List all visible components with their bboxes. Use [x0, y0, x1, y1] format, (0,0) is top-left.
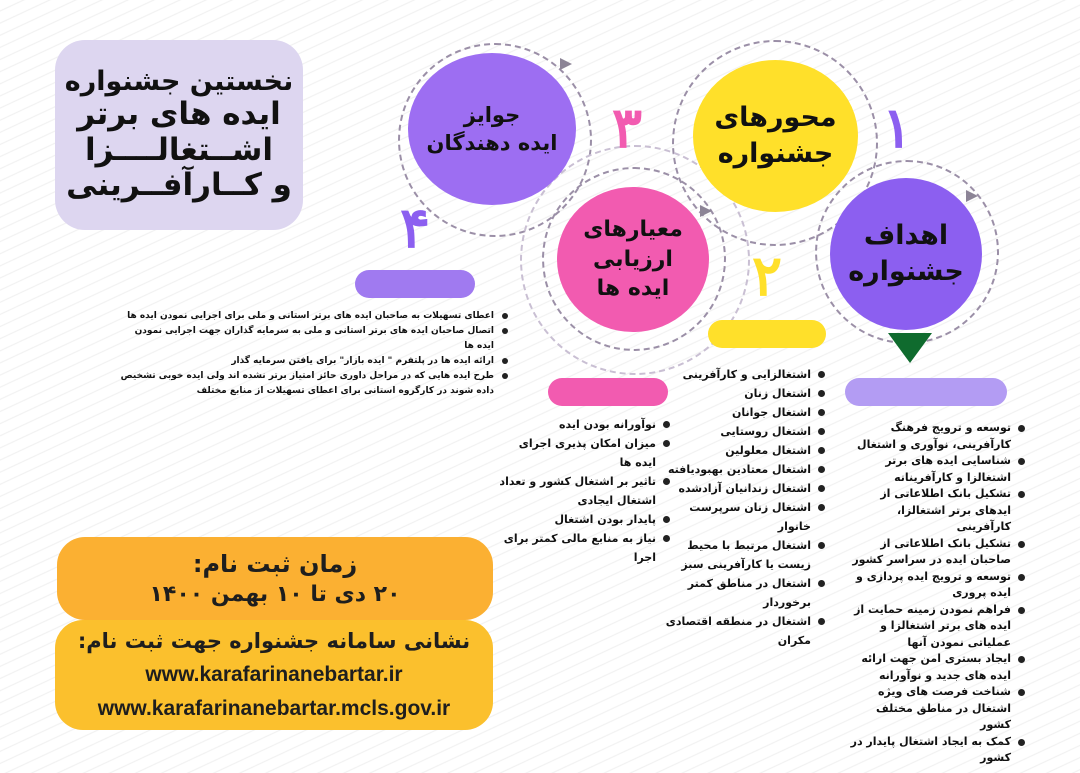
list-item: اشتغال زنان سرپرست خانوار: [665, 498, 825, 536]
prizes-pill: [355, 270, 475, 298]
website-link-2[interactable]: www.karafarinanebartar.mcls.gov.ir: [97, 697, 451, 720]
registration-time-box: [57, 537, 493, 620]
step-2-number: ۲: [752, 243, 783, 309]
list-item: اشتغال در منطقه اقتصادی مکران: [665, 612, 825, 650]
list-item: اعطای تسهیلات به صاحبان ایده های برتر استانی و ملی برای اجرایی نمودن ایده ها: [118, 309, 508, 324]
registration-heading: زمان ثبت نام:: [192, 550, 358, 578]
list-item: ارائه ایده ها در پلتفرم " ایده بازار" برای یافتن سرمایه گذار: [118, 354, 508, 369]
list-item: فراهم نمودن زمینه حمایت از ایده های برتر اشتغالزا و عملیاتی نمودن آنها: [845, 602, 1025, 652]
step-4-line-2: ایده دهندگان: [426, 131, 558, 155]
registration-dates: ۲۰ دی تا ۱۰ بهمن ۱۴۰۰: [149, 582, 401, 607]
criteria-pill: [548, 378, 668, 406]
website-box: [55, 620, 493, 730]
list-item: اشتغال زنان: [665, 384, 825, 403]
list-item: توسعه و ترویج ایده پردازی و ایده پروری: [845, 569, 1025, 602]
list-item: میزان امکان پذیری اجرای ایده ها: [495, 434, 670, 472]
list-item: شناخت فرصت های ویژه اشتغال در مناطق مختلف کشور: [845, 684, 1025, 734]
list-item: اشتغال جوانان: [665, 403, 825, 422]
ring-arrow-icon: [966, 190, 978, 202]
list-item: کمک به ایجاد اشتغال پایدار در کشور: [845, 734, 1025, 767]
step-1-goals-circle: [830, 178, 982, 330]
list-item: اشتغال معلولین: [665, 441, 825, 460]
title-line-2: ایده های برتر: [77, 96, 281, 133]
list-item: اشتغال روستایی: [665, 422, 825, 441]
ring-arrow-icon: [560, 58, 572, 70]
list-item: ایجاد بستری امن جهت ارائه ایده های جدید و نوآورانه: [845, 651, 1025, 684]
list-item: تشکیل بانک اطلاعاتی از ایدهای برتر اشتغالزا، کارآفرینی: [845, 486, 1025, 536]
festival-title-box: [55, 40, 303, 230]
list-item: توسعه و ترویج فرهنگ کارآفرینی، نوآوری و اشتغال: [845, 420, 1025, 453]
title-line-3: اشــتغالــــزا: [84, 131, 274, 168]
list-item: اشتغالزایی و کارآفرینی: [665, 365, 825, 384]
step-3-line-2: ارزیابی: [593, 246, 673, 272]
step-1-line-2: جشنواره: [848, 256, 964, 287]
step-1-line-1: اهداف: [863, 219, 949, 251]
list-item: اتصال صاحبان ایده های برتر استانی و ملی به سرمایه گذاران جهت اجرایی نمودن ایده ها: [118, 324, 508, 354]
list-item: اشتغال زندانیان آزادشده: [665, 479, 825, 498]
step-2-line-2: جشنواره: [717, 138, 834, 169]
list-item: نیاز به منابع مالی کمتر برای اجرا: [495, 529, 670, 567]
title-line-1: نخستین جشنواره: [64, 66, 294, 98]
list-item: پایدار بودن اشتغال: [495, 510, 670, 529]
prizes-list: [118, 309, 508, 399]
list-item: اشتغال مرتبط با محیط زیست یا کارآفرینی سبز: [665, 536, 825, 574]
list-item: شناسایی ایده های برتر اشتغالزا و کارآفرینانه: [845, 453, 1025, 486]
list-item: اشتغال معتادین بهبودیافته: [665, 460, 825, 479]
step-3-criteria-circle: [557, 187, 709, 332]
step-2-axes-circle: [693, 60, 858, 212]
list-item: اشتغال در مناطق کمتر برخوردار: [665, 574, 825, 612]
step-1-number: ۱: [882, 95, 913, 161]
goals-list: [845, 420, 1025, 767]
website-link-1[interactable]: www.karafarinanebartar.ir: [145, 663, 403, 686]
step-4-prizes-circle: [408, 53, 576, 205]
step-3-line-1: معیارهای: [583, 216, 683, 242]
step-4-number: ۴: [400, 195, 431, 261]
ring-arrow-icon: [700, 205, 712, 217]
step-2-line-1: محورهای: [714, 101, 837, 133]
criteria-list: [495, 415, 670, 567]
list-item: تشکیل بانک اطلاعاتی از صاحبان ایده در سراسر کشور: [845, 536, 1025, 569]
step-4-line-1: جوایز: [463, 102, 521, 127]
title-line-4: و کــارآفــرینی: [66, 167, 292, 204]
list-item: تاثیر بر اشتغال کشور و تعداد اشتغال ایجادی: [495, 472, 670, 510]
axes-list: [665, 365, 825, 650]
list-item: طرح ایده هایی که در مراحل داوری حائز امتیاز برتر نشده اند ولی ایده خوبی تشخیص داده شوند در کارگروه استانی برای اعطای تسهیلات از منابع مختلف: [118, 369, 508, 399]
website-heading: نشانی سامانه جشنواره جهت ثبت نام:: [77, 629, 471, 653]
step-3-number: ۳: [612, 95, 643, 161]
list-item: نوآورانه بودن ایده: [495, 415, 670, 434]
axes-pill: [708, 320, 826, 348]
triangle-marker-icon: [888, 333, 932, 363]
step-3-line-3: ایده ها: [596, 276, 670, 302]
goals-pill: [845, 378, 1007, 406]
